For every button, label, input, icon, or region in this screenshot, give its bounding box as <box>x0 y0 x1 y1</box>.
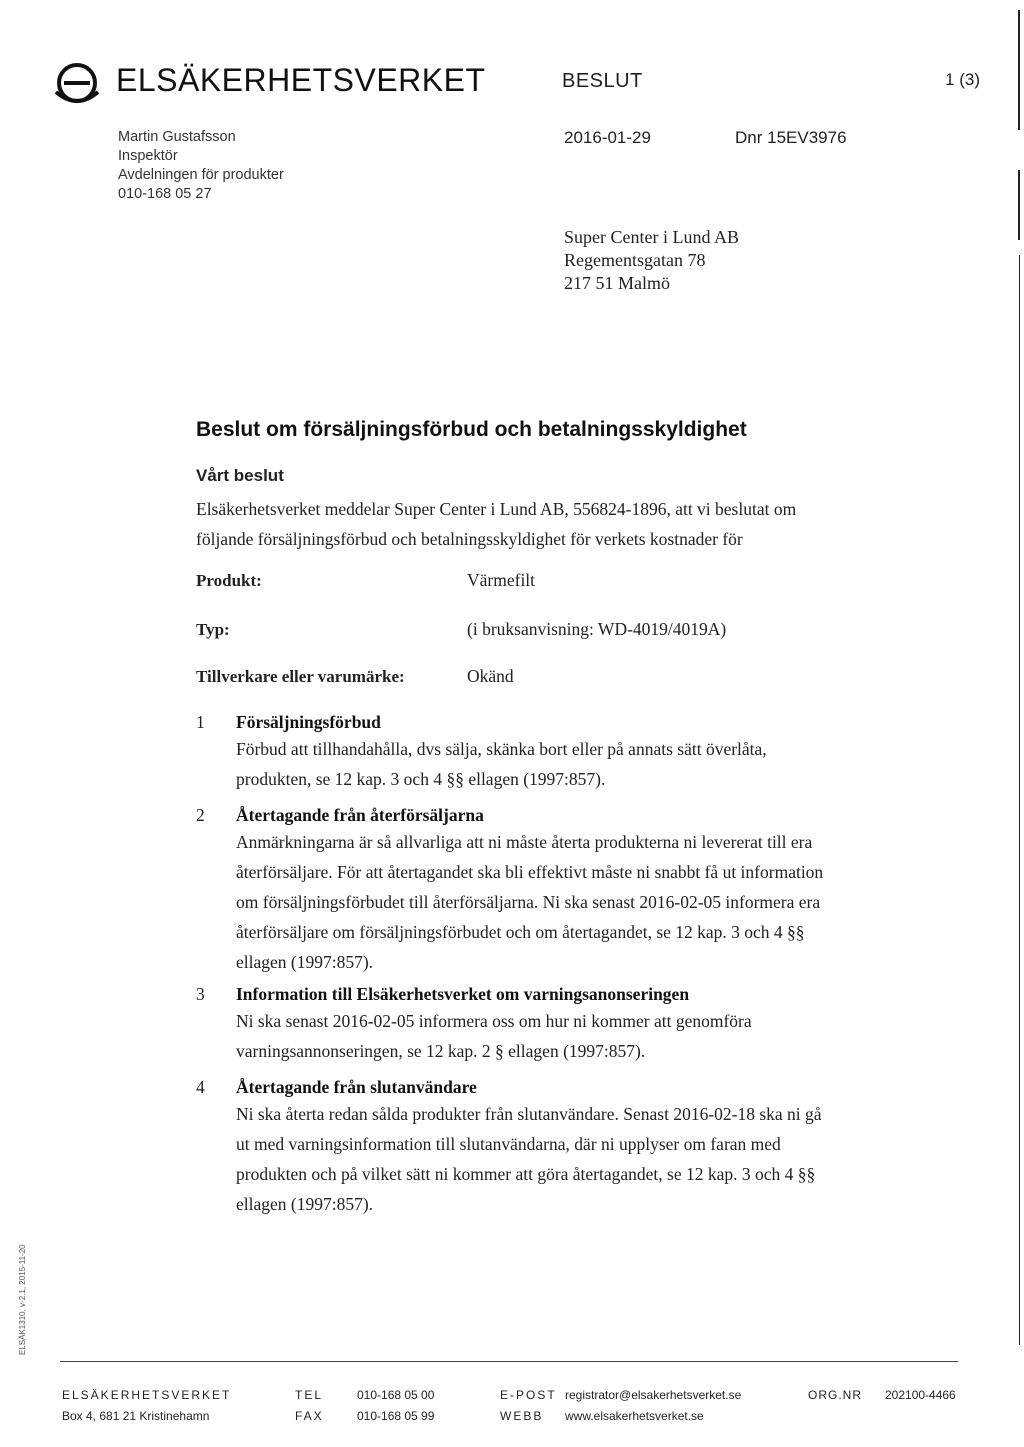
footer-orgnr-label: ORG.NR <box>808 1388 862 1402</box>
scan-edge-line <box>1018 10 1020 130</box>
field-value-type: (i bruksanvisning: WD-4019/4019A) <box>467 619 727 639</box>
document-date: 2016-01-29 <box>564 128 651 147</box>
item-text: Ni ska återta redan sålda produkter från slutanvändare. Senast 2016-02-18 ska ni gå ut med varningsinformation till slutanvändarna, där ni upplyser om faran med produkten och på vilket sätt ni kommer att göra återtagandet, se 12 kap. 3 och 4 §§ ellagen (1997:857). <box>236 1104 822 1214</box>
recipient-city: 217 51 Malmö <box>564 273 670 293</box>
item-number: 3 <box>196 984 205 1004</box>
scan-edge-line <box>1019 255 1020 1345</box>
footer-email-label: E-POST <box>500 1388 557 1402</box>
sender-phone: 010-168 05 27 <box>118 186 212 202</box>
recipient-street: Regementsgatan 78 <box>564 250 706 270</box>
field-value-product: Värmefilt <box>467 570 536 590</box>
item-text: Förbud att tillhandahålla, dvs sälja, skänka bort eller på annats sätt överlåta, produkten, se 12 kap. 3 och 4 §§ ellagen (1997:857). <box>236 739 767 789</box>
item-number: 1 <box>196 712 205 732</box>
item-number: 2 <box>196 805 205 825</box>
sender-block <box>118 128 284 204</box>
sender-role: Inspektör <box>118 148 178 164</box>
footer-orgnr: 202100-4466 <box>885 1388 956 1402</box>
decision-title: Beslut om försäljningsförbud och betalningsskyldighet <box>196 418 747 441</box>
field-label-type: Typ: <box>196 620 230 639</box>
recipient-address <box>564 226 739 295</box>
item-number: 4 <box>196 1077 205 1097</box>
form-version-code: ELSÄK1310, v-2.1, 2015-11-20 <box>18 1244 27 1355</box>
document-type: BESLUT <box>562 70 643 92</box>
footer-web[interactable]: www.elsakerhetsverket.se <box>565 1409 704 1423</box>
item-text: Ni ska senast 2016-02-05 informera oss om hur ni kommer att genomföra varningsannonseringen, se 12 kap. 2 § ellagen (1997:857). <box>236 1011 752 1061</box>
elsakerhetsverket-logo-icon <box>52 58 102 108</box>
decision-subtitle: Vårt beslut <box>196 466 284 485</box>
footer-fax-label: FAX <box>295 1409 324 1423</box>
field-label-manufacturer: Tillverkare eller varumärke: <box>196 667 405 686</box>
footer-address: Box 4, 681 21 Kristinehamn <box>62 1409 210 1423</box>
recipient-company: Super Center i Lund AB <box>564 227 739 247</box>
item-text: Anmärkningarna är så allvarliga att ni måste återta produkterna ni levererat till era återförsäljare. För att återtagandet ska bli effektivt måste ni snabbt få ut information om försäljningsförbudet till återförsäljarna. Ni ska senast 2016-02-05 informera era återförsäljare om försäljningsförbudet och om återtagandet, se 12 kap. 3 och 4 §§ ellagen (1997:857). <box>236 832 824 972</box>
scan-edge-line <box>1018 170 1020 240</box>
footer-tel: 010-168 05 00 <box>357 1388 435 1402</box>
sender-department: Avdelningen för produkter <box>118 167 284 183</box>
agency-name: ELSÄKERHETSVERKET <box>116 62 486 98</box>
field-value-manufacturer: Okänd <box>467 666 514 686</box>
item-heading: Återtagande från återförsäljarna <box>236 805 484 825</box>
decision-intro: Elsäkerhetsverket meddelar Super Center i Lund AB, 556824-1896, att vi beslutat om följande försäljningsförbud och betalningsskyldighet för verkets kostnader för <box>196 499 797 549</box>
footer-fax: 010-168 05 99 <box>357 1409 435 1423</box>
sender-name: Martin Gustafsson <box>118 129 236 145</box>
footer-web-label: WEBB <box>500 1409 544 1423</box>
item-heading: Återtagande från slutanvändare <box>236 1077 477 1097</box>
footer-agency: ELSÄKERHETSVERKET <box>62 1388 232 1402</box>
reference-number: Dnr 15EV3976 <box>735 128 847 147</box>
footer-tel-label: TEL <box>295 1388 324 1402</box>
item-heading: Information till Elsäkerhetsverket om varningsanonseringen <box>236 984 690 1004</box>
page-number: 1 (3) <box>945 70 980 89</box>
field-label-product: Produkt: <box>196 571 262 590</box>
item-heading: Försäljningsförbud <box>236 712 381 732</box>
footer-email[interactable]: registrator@elsakerhetsverket.se <box>565 1388 742 1402</box>
footer-divider <box>60 1361 958 1362</box>
